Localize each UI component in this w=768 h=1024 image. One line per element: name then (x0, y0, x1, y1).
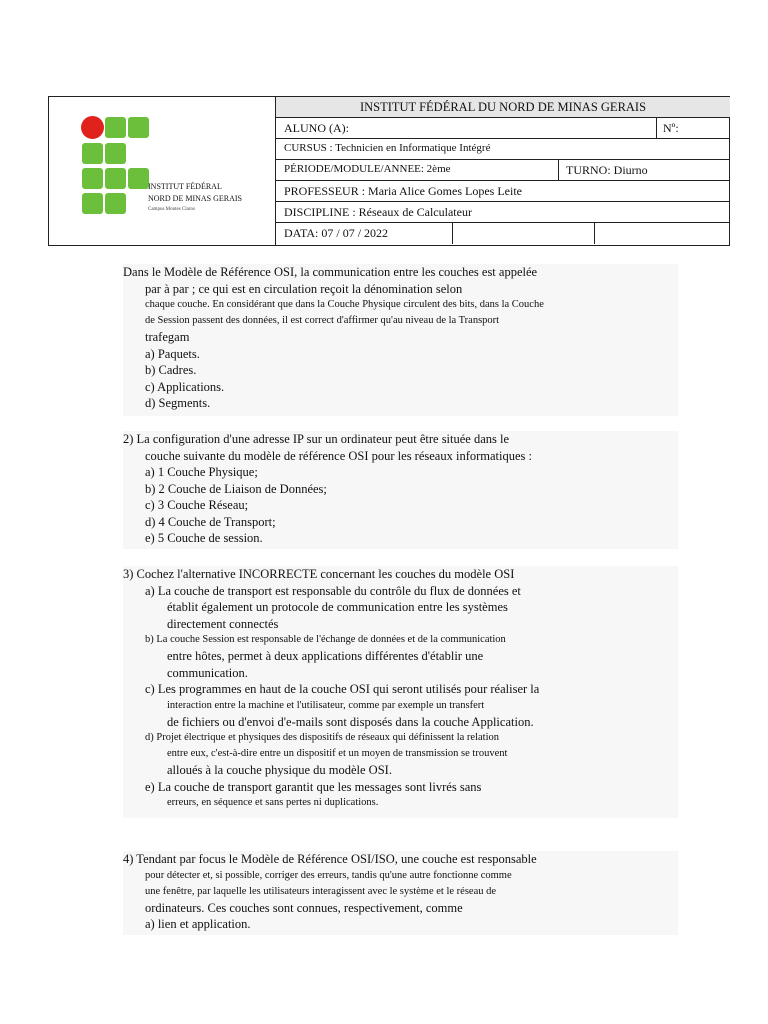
question-text: couche suivante du modèle de référence OSI pour les réseaux informatiques : (145, 448, 533, 463)
answer-option: c) Les programmes en haut de la couche OSI qui seront utilisés pour réaliser la (145, 682, 540, 696)
answer-option: communication. (167, 665, 248, 680)
logo-square (128, 168, 149, 189)
turno-label: TURNO: Diurno (566, 163, 648, 177)
answer-option: entre eux, c'est-à-dire entre un dispositif et un moyen de transmission se trouvent (167, 748, 508, 759)
institute-title-row (276, 97, 730, 118)
answer-option: d) Projet électrique et physiques des dispositifs de réseaux qui définissent la relation (145, 732, 499, 743)
logo-red-circle (81, 116, 104, 139)
periode-label: PÉRIODE/MODULE/ANNEE: 2ème (284, 163, 451, 175)
question-text: Dans le Modèle de Référence OSI, la communication entre les couches est appelée (123, 265, 538, 279)
question-text: trafegam (145, 330, 190, 344)
answer-option: a) La couche de transport est responsable du contrôle du flux de données et (145, 583, 521, 598)
question-text: de Session passent des données, il est correct d'affirmer qu'au niveau de la Transport (145, 315, 500, 326)
logo-square (105, 117, 126, 138)
answer-option: interaction entre la machine et l'utilisateur, comme par exemple un transfert (167, 699, 485, 711)
question-text: une fenêtre, par laquelle les utilisateurs interagissent avec le système et le réseau de (145, 885, 497, 897)
answer-option: a) 1 Couche Physique; (145, 465, 258, 479)
logo-line: NORD DE MINAS GERAIS (148, 194, 243, 203)
question-text: pour détecter et, si possible, corriger des erreurs, tandis qu'une autre fonctionne comme (145, 869, 512, 881)
discipline-label: DISCIPLINE : Réseaux de Calculateur (284, 205, 472, 219)
answer-option: entre hôtes, permet à deux applications différentes d'établir une (167, 649, 484, 663)
answer-option: b) La couche Session est responsable de l'échange de données et de la communication (145, 634, 506, 645)
answer-option: a) Paquets. (145, 346, 200, 361)
answer-option: de fichiers ou d'envoi d'e-mails sont disposés dans la couche Application. (167, 714, 534, 729)
institute-title: INSTITUT FÉDÉRAL DU NORD DE MINAS GERAIS (359, 100, 647, 114)
answer-option: d) 4 Couche de Transport; (145, 514, 276, 529)
question-4 (123, 851, 678, 935)
answer-option: e) La couche de transport garantit que les messages sont livrés sans (145, 779, 482, 794)
answer-option: c) Applications. (145, 379, 225, 394)
logo-square (105, 168, 126, 189)
question-2 (123, 431, 678, 549)
aluno-label: ALUNO (A): (284, 121, 349, 135)
logo-campus: Campus Montes Claros (148, 207, 195, 212)
answer-option: établit également un protocole de communication entre les systèmes (167, 600, 508, 614)
institute-logo (49, 97, 276, 245)
question-text: chaque couche. En considérant que dans la Couche Physique circulent des bits, dans la Couche (145, 299, 544, 310)
answer-option: a) lien et application. (145, 917, 251, 931)
answer-option: e) 5 Couche de session. (145, 531, 263, 545)
answer-option: alloués à la couche physique du modèle OSI. (167, 763, 392, 777)
question-1 (123, 264, 678, 416)
answer-option: erreurs, en séquence et sans pertes ni duplications. (167, 797, 379, 808)
question-text: 3) Cochez l'alternative INCORRECTE concernant les couches du modèle OSI (123, 567, 515, 581)
cursus-label: CURSUS : Technicien en Informatique Intégré (284, 142, 491, 154)
logo-square (105, 143, 126, 164)
date-label: DATA: 07 / 07 / 2022 (284, 226, 389, 240)
numero-label: Nº: (663, 121, 679, 135)
question-3 (123, 566, 678, 818)
question-text: par à par ; ce qui est en circulation reçoit la dénomination selon (145, 281, 463, 296)
logo-square (128, 117, 149, 138)
aluno-row (276, 118, 730, 139)
answer-option: directement connectés (167, 616, 279, 631)
logo-square (105, 193, 126, 214)
question-text: 2) La configuration d'une adresse IP sur un ordinateur peut être située dans le (123, 432, 510, 446)
document-header (48, 96, 730, 246)
logo-line: INSTITUT FÉDÉRAL (148, 182, 222, 191)
question-text: 4) Tendant par focus le Modèle de Référence OSI/ISO, une couche est responsable (123, 852, 537, 866)
question-text: ordinateurs. Ces couches sont connues, respectivement, comme (145, 900, 463, 915)
info-table (276, 97, 730, 244)
logo-square (82, 193, 103, 214)
cursus-row (276, 139, 730, 160)
data-row (276, 223, 730, 244)
discipline-row (276, 202, 730, 223)
professeur-label: PROFESSEUR : Maria Alice Gomes Lopes Leite (284, 184, 522, 198)
logo-square (82, 143, 103, 164)
logo-square (82, 168, 103, 189)
professeur-row (276, 181, 730, 202)
answer-option: b) Cadres. (145, 363, 197, 377)
periode-row (276, 160, 730, 181)
logo-text (148, 181, 242, 205)
answer-option: b) 2 Couche de Liaison de Données; (145, 481, 327, 496)
answer-option: c) 3 Couche Réseau; (145, 498, 249, 512)
answer-option: d) Segments. (145, 396, 211, 410)
